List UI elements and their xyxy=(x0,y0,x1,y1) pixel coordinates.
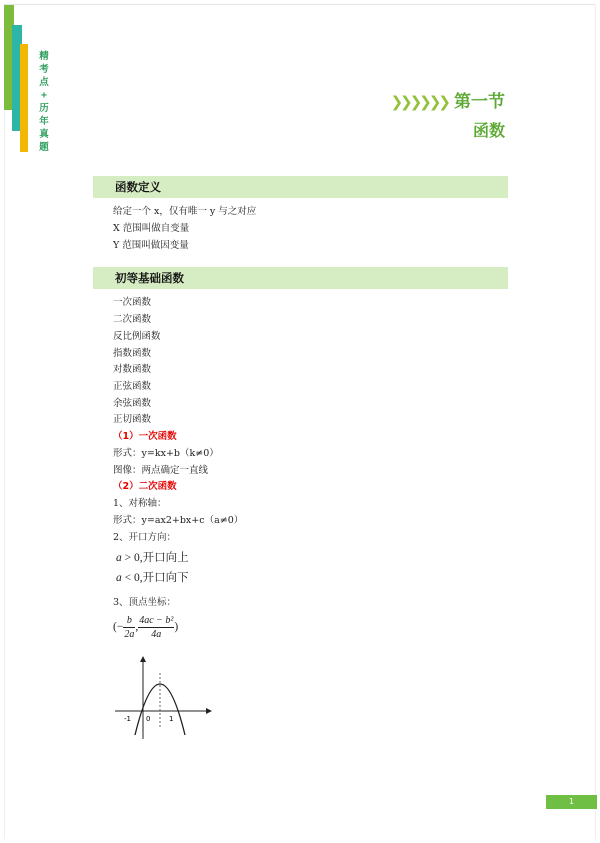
quadratic-form: 形式：y=ax2+bx+c（a≠0） xyxy=(113,515,244,526)
math-relation: > 0, xyxy=(121,552,143,564)
fraction-b-2a xyxy=(123,614,135,641)
function-list-item: 一次函数 xyxy=(113,297,152,308)
sidebar-char: 精 xyxy=(39,51,49,62)
function-list-item: 余弦函数 xyxy=(113,398,152,409)
chapter-subtitle: 函数 xyxy=(472,121,505,140)
parabola-graph xyxy=(113,655,213,740)
sidebar-char: 年 xyxy=(39,116,49,127)
page-number: 1 xyxy=(546,795,597,809)
function-list-item: 反比例函数 xyxy=(113,331,161,342)
fraction-denominator: 4a xyxy=(151,629,162,640)
math-relation: < 0, xyxy=(121,572,143,584)
subheading-quadratic: （2）二次函数 xyxy=(113,481,177,492)
fraction-denominator: 2a xyxy=(124,629,135,640)
fraction-numerator: 4ac − b² xyxy=(139,615,174,626)
sidebar-char: 真 xyxy=(39,129,49,140)
quadratic-vertex: 3、顶点坐标： xyxy=(113,597,177,608)
definition-line: 给定一个 x，仅有唯一 y 与之对应 xyxy=(113,206,257,217)
tick-label: 0 xyxy=(146,715,151,723)
math-var-a: a xyxy=(116,572,122,584)
formula-paren: ) xyxy=(174,621,179,634)
chapter-heading xyxy=(391,87,505,141)
chevron-arrows-icon: ❯❯❯❯❯❯ xyxy=(390,93,448,111)
decor-bar-yellow xyxy=(20,44,28,152)
definition-line: Y 范围叫做因变量 xyxy=(113,240,189,251)
sidebar-char: 题 xyxy=(39,142,49,153)
tick-label: 1 xyxy=(169,715,174,723)
sidebar-char: 点 xyxy=(39,77,49,88)
linear-form: 形式：y=kx+b（k≠0） xyxy=(113,448,219,459)
linear-image: 图像：两点确定一直线 xyxy=(113,465,209,476)
function-list-item: 正切函数 xyxy=(113,414,152,425)
function-list-item: 对数函数 xyxy=(113,364,152,375)
subheading-linear: （1）一次函数 xyxy=(113,431,177,442)
sidebar-vertical-title xyxy=(38,50,50,154)
vertex-formula xyxy=(113,614,178,641)
quadratic-opening: 2、开口方向： xyxy=(113,532,177,543)
sidebar-char: + xyxy=(41,90,47,101)
fraction-4ac-b2-4a xyxy=(138,614,174,641)
sidebar-char: 考 xyxy=(39,64,49,75)
math-text: 开口向下 xyxy=(142,572,189,584)
chapter-title: 第一节 xyxy=(454,92,505,112)
quadratic-axis: 1、对称轴： xyxy=(113,498,167,509)
function-list-item: 二次函数 xyxy=(113,314,152,325)
condition-open-up xyxy=(116,549,189,565)
sidebar-char: 历 xyxy=(39,103,49,114)
section-header-definition: 函数定义 xyxy=(93,176,508,198)
section-header-elementary: 初等基础函数 xyxy=(93,267,508,289)
formula-comma: , xyxy=(135,621,139,634)
formula-paren: (− xyxy=(113,621,124,634)
math-text: 开口向上 xyxy=(142,552,189,564)
tick-label: -1 xyxy=(124,715,131,723)
math-var-a: a xyxy=(116,552,122,564)
function-list-item: 指数函数 xyxy=(113,348,152,359)
page-frame xyxy=(4,4,596,839)
definition-line: X 范围叫做自变量 xyxy=(113,223,190,234)
fraction-numerator: b xyxy=(123,614,135,628)
condition-open-down xyxy=(116,569,189,585)
function-list-item: 正弦函数 xyxy=(113,381,152,392)
